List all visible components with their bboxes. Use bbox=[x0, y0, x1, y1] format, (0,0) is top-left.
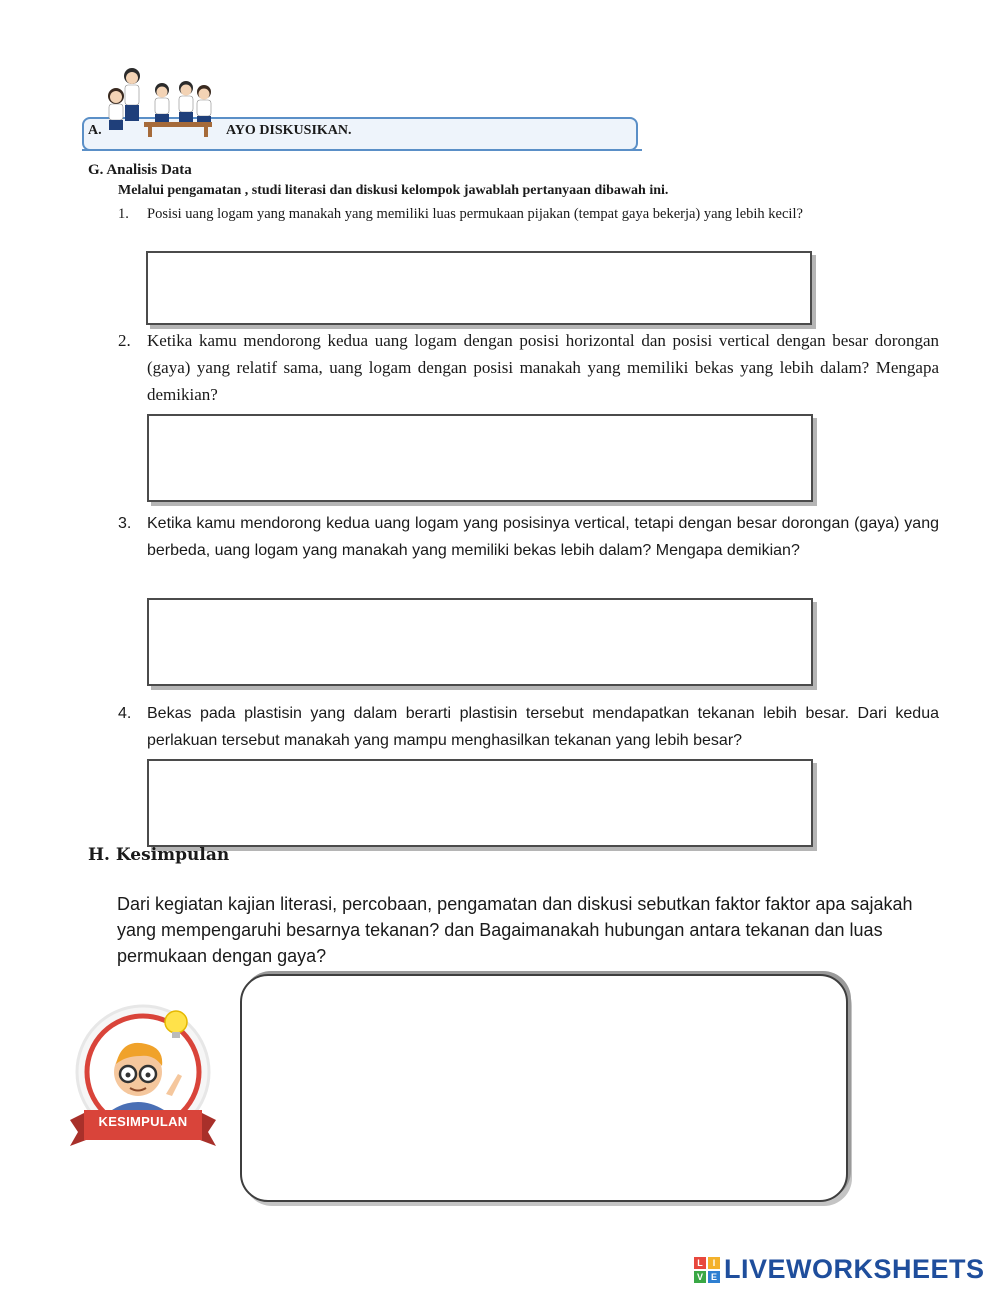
question-1-text: Posisi uang logam yang manakah yang memiliki luas permukaan pijakan (tempat gaya bekerja) yang lebih kecil? bbox=[147, 206, 803, 222]
analysis-instruction: Melalui pengamatan , studi literasi dan diskusi kelompok jawablah pertanyaan dibawah ini. bbox=[118, 183, 669, 198]
answer-box-1[interactable] bbox=[146, 251, 812, 325]
question-4-text: Bekas pada plastisin yang dalam berarti plastisin tersebut mendapatkan tekanan lebih besar. Dari kedua perlakuan tersebut manakah yang mampu menghasilkan tekanan yang lebih besar? bbox=[147, 705, 939, 749]
students-illustration bbox=[100, 66, 222, 138]
brand-tile: V bbox=[694, 1271, 706, 1283]
brand-logo[interactable] bbox=[694, 1254, 985, 1285]
analysis-title: G. Analisis Data bbox=[88, 162, 192, 178]
brand-tile: E bbox=[708, 1271, 720, 1283]
brand-tiles-icon bbox=[694, 1257, 720, 1283]
question-1-number: 1. bbox=[118, 206, 129, 222]
question-4-number: 4. bbox=[118, 705, 132, 722]
conclusion-answer-box[interactable] bbox=[240, 974, 848, 1202]
brand-tile: I bbox=[708, 1257, 720, 1269]
conclusion-question: Dari kegiatan kajian literasi, percobaan, pengamatan dan diskusi sebutkan faktor faktor apa sajakah yang mempengaruhi besarnya tekanan? dan Bagaimanakah hubungan antara tekanan dan luas permukaan dengan gaya? bbox=[117, 894, 913, 966]
question-3-number: 3. bbox=[118, 515, 132, 532]
section-title: AYO DISKUSIKAN. bbox=[226, 123, 352, 138]
question-3-text: Ketika kamu mendorong kedua uang logam yang posisinya vertical, tetapi dengan besar dorongan (gaya) yang berbeda, uang logam yang manakah yang memiliki bekas lebih dalam? Mengapa demikian? bbox=[147, 515, 939, 559]
answer-box-4[interactable] bbox=[147, 759, 813, 847]
badge-label: KESIMPULAN bbox=[98, 1114, 188, 1129]
banner-underline bbox=[82, 149, 642, 151]
section-letter: A. bbox=[88, 123, 102, 138]
answer-box-3[interactable] bbox=[147, 598, 813, 686]
answer-box-2[interactable] bbox=[147, 414, 813, 502]
brand-name: LIVEWORKSHEETS bbox=[724, 1254, 985, 1284]
question-2-number: 2. bbox=[118, 331, 131, 350]
conclusion-title: H. Kesimpulan bbox=[88, 845, 230, 865]
question-2-text: Ketika kamu mendorong kedua uang logam dengan posisi horizontal dan posisi vertical dengan besar dorongan (gaya) yang relatif sama, uang logam dengan posisi manakah yang memiliki bekas yang lebih dalam? Mengapa demikian? bbox=[147, 331, 939, 404]
brand-tile: L bbox=[694, 1257, 706, 1269]
